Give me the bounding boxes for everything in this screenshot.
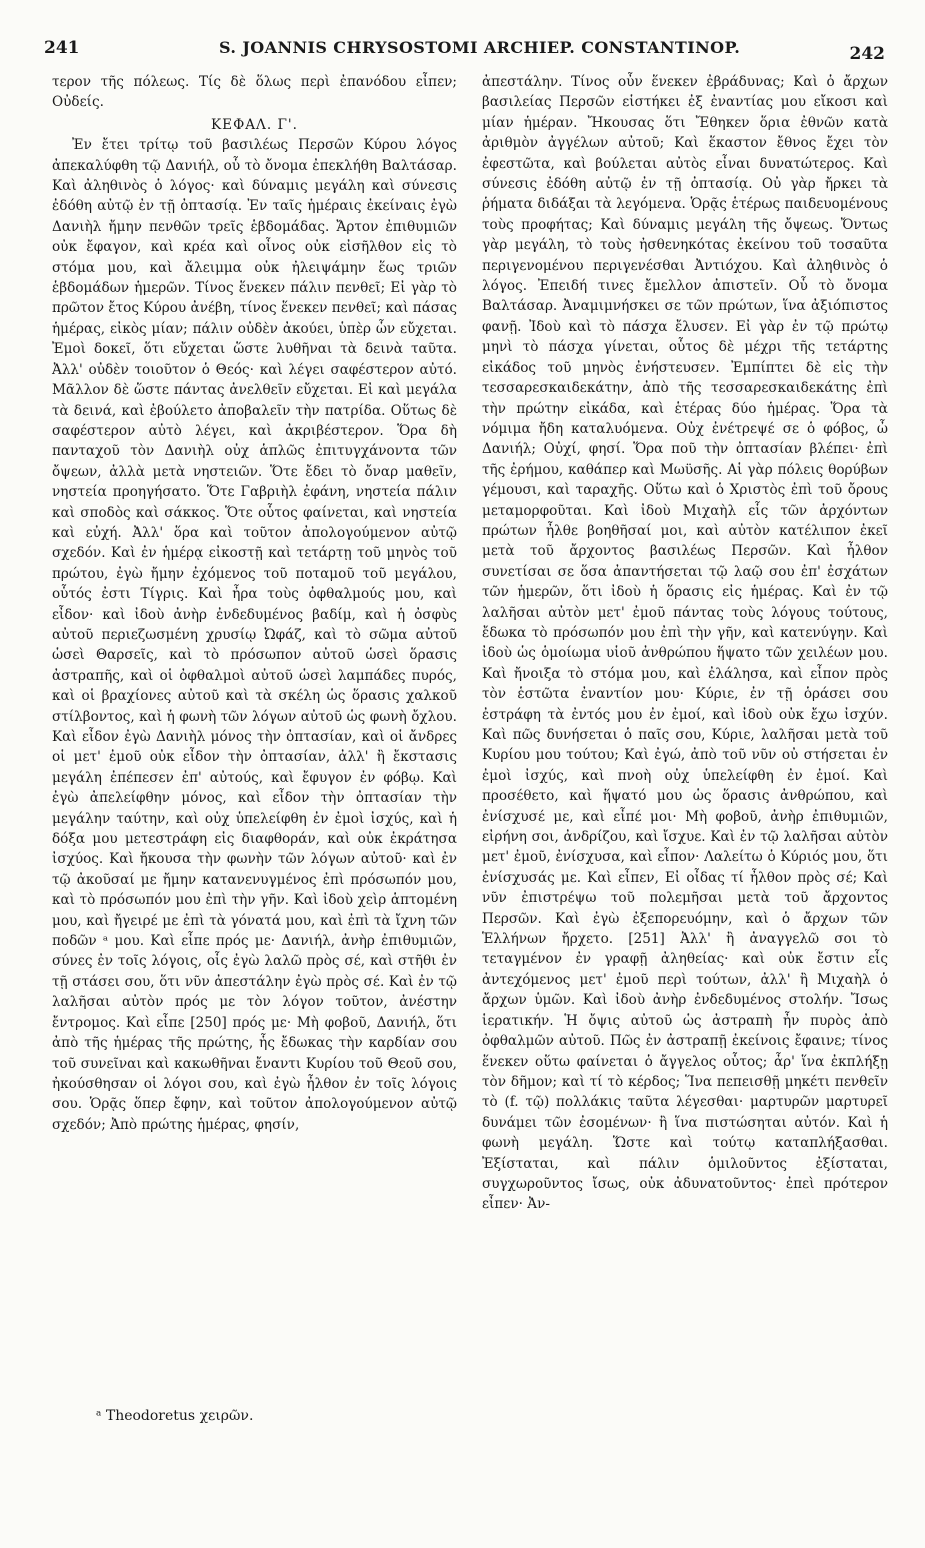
left-column <box>52 72 457 1135</box>
footnote: ᵃ Theodoretus χειρῶν. <box>96 1408 254 1424</box>
page-number-right: 242 <box>849 44 885 64</box>
left-column-opening: τερον τῆς πόλεως. Τίς δὲ ὅλως περὶ ἐπανόδου εἶπεν; Οὐδείς. <box>52 74 457 111</box>
left-column-body: Ἐν ἔτει τρίτῳ τοῦ βασιλέως Περσῶν Κύρου λόγος ἀπεκαλύφθη τῷ Δανιήλ, οὗ τὸ ὄνομα ἐπεκλήθη Βαλτάσαρ. Καὶ ἀληθινὸς ὁ λόγος· καὶ δύναμις μεγάλη καὶ σύνεσις ἐδόθη αὐτῷ ἐν τῇ ὀπτασίᾳ. Ἐν ταῖς ἡμέραις ἐκείναις ἐγὼ Δανιὴλ ἤμην πενθῶν τρεῖς ἑβδομάδας. Ἄρτον ἐπιθυμιῶν οὐκ ἔφαγον, καὶ κρέα καὶ οἶνος οὐκ εἰσῆλθον εἰς τὸ στόμα μου, καὶ ἄλειμμα οὐκ ἠλειψάμην ἕως τριῶν ἑβδομάδων ἡμερῶν. Τίνος ἕνεκεν πάλιν πενθεῖ; Εἰ γὰρ τὸ πρῶτον ἔτος Κύρου ἀνέβη, τίνος ἕνεκεν πενθεῖ; καὶ πάσας ἡμέρας, εἰκὸς μίαν; πάλιν οὐδὲν ἀκούει, ὑπὲρ ὧν εὔχεται. Ἐμοὶ δοκεῖ, ὅτι εὔχεται ὥστε λυθῆναι τὰ δεινὰ ταῦτα. Ἀλλ' οὐδὲν τοιοῦτον ὁ Θεός· καὶ λέγει σαφέστερον αὐτό. Μᾶλλον δὲ ὥστε πάντας ἀνελθεῖν εὔχεται. Εἰ καὶ μεγάλα τὰ δεινά, καὶ ἐβούλετο ἀποβαλεῖν τὴν πατρίδα. Οὕτως δὲ σαφέστερον αὐτὸ λέγει, καὶ ἀκριβέστερον. Ὅρα δὴ πανταχοῦ τὸν Δανιὴλ οὐχ ἁπλῶς ἐπιτυγχάνοντα τῶν ὄψεων, ἀλλὰ μετὰ νηστειῶν. Ὅτε ἔδει τὸ ὄναρ μαθεῖν, νηστεία προηγήσατο. Ὅτε Γαβριὴλ ἐφάνη, νηστεία πάλιν καὶ σποδὸς καὶ σάκκος. Ὅτε οὗτος φαίνεται, καὶ νηστεία καὶ εὐχή. Ἀλλ' ὅρα καὶ τοῦτον ἀπολογούμενον αὐτῷ σχεδόν. Καὶ ἐν ἡμέρᾳ εἰκοστῇ καὶ τετάρτῃ τοῦ μηνὸς τοῦ πρώτου, ἐγὼ ἤμην ἐχόμενος τοῦ ποταμοῦ τοῦ μεγάλου, οὗτός ἐστι Τίγρις. Καὶ ἦρα τοὺς ὀφθαλμούς μου, καὶ εἶδον· καὶ ἰδοὺ ἀνὴρ ἐνδεδυμένος βαδίμ, καὶ ἡ ὀσφὺς αὐτοῦ περιεζωσμένη χρυσίῳ Ὠφάζ, καὶ τὸ σῶμα αὐτοῦ ὡσεὶ Θαρσεῖς, καὶ τὸ πρόσωπον αὐτοῦ ὡσεὶ ὅρασις ἀστραπῆς, καὶ οἱ ὀφθαλμοὶ αὐτοῦ ὡσεὶ λαμπάδες πυρός, καὶ οἱ βραχίονες αὐτοῦ καὶ τὰ σκέλη ὡς ὅρασις χαλκοῦ στίλβοντος, καὶ ἡ φωνὴ τῶν λόγων αὐτοῦ ὡς φωνὴ ὄχλου. Καὶ εἶδον ἐγὼ Δανιὴλ μόνος τὴν ὀπτασίαν, καὶ οἱ ἄνδρες οἱ μετ' ἐμοῦ οὐκ εἶδον τὴν ὀπτασίαν, ἀλλ' ἢ ἔκστασις μεγάλη ἐπέπεσεν ἐπ' αὐτούς, καὶ ἔφυγον ἐν φόβῳ. Καὶ ἐγὼ ἀπελείφθην μόνος, καὶ εἶδον τὴν ὀπτασίαν τὴν μεγάλην ταύτην, καὶ οὐχ ὑπελείφθη ἐν ἐμοὶ ἰσχύς, καὶ ἡ δόξα μου μετεστράφη εἰς διαφθοράν, καὶ οὐκ ἐκράτησα ἰσχύος. Καὶ ἤκουσα τὴν φωνὴν τῶν λόγων αὐτοῦ· καὶ ἐν τῷ ἀκοῦσαί με ἤμην κατανενυγμένος ἐπὶ πρόσωπόν μου, καὶ τὸ πρόσωπόν μου ἐπὶ τὴν γῆν. Καὶ ἰδοὺ χεὶρ ἁπτομένη μου, καὶ ἤγειρέ με ἐπὶ τὰ γόνατά μου, καὶ ἐπὶ τὰ ἴχνη τῶν ποδῶν ᵃ μου. Καὶ εἶπε πρός με· Δανιήλ, ἀνὴρ ἐπιθυμιῶν, σύνες ἐν τοῖς λόγοις, οἷς ἐγὼ λαλῶ πρὸς σέ, καὶ στῆθι ἐν τῇ στάσει σου, ὅτι νῦν ἀπεστάλην ἐγὼ πρὸς σέ. Καὶ ἐν τῷ λαλῆσαι αὐτὸν πρός με τὸν λόγον τοῦτον, ἀνέστην ἔντρομος. Καὶ εἶπε [250] πρός με· Μὴ φοβοῦ, Δανιήλ, ὅτι ἀπὸ τῆς ἡμέρας τῆς πρώτης, ἧς ἔδωκας τὴν καρδίαν σου τοῦ συνεῖναι καὶ κακωθῆναι ἔναντι Κυρίου τοῦ Θεοῦ σου, ἠκούσθησαν οἱ λόγοι σου, καὶ ἐγὼ ἦλθον ἐν τοῖς λόγοις σου. Ὁρᾷς ὅπερ ἔφην, καὶ τοῦτον ἀπολογούμενον αὐτῷ σχεδόν; Ἀπὸ πρώτης ἡμέρας, φησίν, <box>52 137 457 1133</box>
page-header <box>44 38 885 68</box>
running-title: S. JOANNIS CHRYSOSTOMI ARCHIEP. CONSTANTINOP. <box>219 38 741 57</box>
chapter-heading: ΚΕΦΑΛ. Γ'. <box>211 116 298 133</box>
right-column <box>482 72 888 1215</box>
page-number-left: 241 <box>44 38 80 58</box>
right-column-body: ἀπεστάλην. Τίνος οὖν ἕνεκεν ἐβράδυνας; Καὶ ὁ ἄρχων βασιλείας Περσῶν εἱστήκει ἐξ ἐναντίας μου εἴκοσι καὶ μίαν ἡμέραν. Ἤκουσας ὅτι Ἔθηκεν ὅρια ἐθνῶν κατὰ ἀριθμὸν ἀγγέλων αὐτοῦ; Καὶ ἕκαστον ἔθνος ἔχει τὸν ἐφεστῶτα, καὶ βούλεται αὐτὸς εἶναι δυνατώτερος. Καὶ σύνεσις ἐδόθη αὐτῷ ἐν τῇ ὀπτασίᾳ. Οὐ γὰρ ἤρκει τὰ ῥήματα διδάξαι τὰ λεγόμενα. Ὁρᾷς ἑτέρως παιδευομένους τοὺς προφήτας; Καὶ δύναμις μεγάλη τῆς ὄψεως. Ὄντως γὰρ μεγάλη, τὸ τοὺς ἠσθενηκότας ἐκείνου τοῦ τοσαῦτα περιγενομένου περιγενέσθαι Ἀντιόχου. Καὶ ἀληθινὸς ὁ λόγος. Ἐπειδή τινες ἔμελλον ἀπιστεῖν. Οὗ τὸ ὄνομα Βαλτάσαρ. Ἀναμιμνήσκει σε τῶν πρώτων, ἵνα ἀξιόπιστος φανῇ. Ἰδοὺ καὶ τὸ πάσχα ἔλυσεν. Εἰ γὰρ ἐν τῷ πρώτῳ μηνὶ τὸ πάσχα γίνεται, οὗτος δὲ μέχρι τῆς τετάρτης εἰκάδος τοῦ μηνὸς ἐνήστευσεν. Ἐμπίπτει δὲ εἰς τὴν τεσσαρεσκαιδεκάτην, ἀπὸ τῆς τεσσαρεσκαιδεκάτης ἐπὶ τὴν πρώτην εἰκάδα, καὶ ἑτέρας δύο ἡμέρας. Ὅρα τὰ νόμιμα ἤδη καταλυόμενα. Οὐχ ἐνέτρεψέ σε ὁ φόβος, ὦ Δανιήλ; Οὐχί, φησί. Ὅρα ποῦ τὴν ὀπτασίαν βλέπει· ἐπὶ τῆς ἐρήμου, καθάπερ καὶ Μωϋσῆς. Αἱ γὰρ πόλεις θορύβων γέμουσι, καὶ ταραχῆς. Οὕτω καὶ ὁ Χριστὸς ἐπὶ τοῦ ὄρους μεταμορφοῦται. Καὶ ἰδοὺ Μιχαὴλ εἷς τῶν ἀρχόντων πρώτων ἦλθε βοηθῆσαί μοι, καὶ αὐτὸν κατέλιπον ἐκεῖ μετὰ τοῦ ἄρχοντος βασιλέως Περσῶν. Καὶ ἦλθον συνετίσαι σε ὅσα ἀπαντήσεται τῷ λαῷ σου ἐπ' ἐσχάτων τῶν ἡμερῶν, ὅτι ἰδοὺ ἡ ὅρασις εἰς ἡμέρας. Καὶ ἐν τῷ λαλῆσαι αὐτὸν μετ' ἐμοῦ πάντας τοὺς λόγους τούτους, ἔδωκα τὸ πρόσωπόν μου ἐπὶ τὴν γῆν, καὶ κατενύγην. Καὶ ἰδοὺ ὡς ὁμοίωμα υἱοῦ ἀνθρώπου ἥψατο τῶν χειλέων μου. Καὶ ἤνοιξα τὸ στόμα μου, καὶ ἐλάλησα, καὶ εἶπον πρὸς τὸν ἑστῶτα ἐναντίον μου· Κύριε, ἐν τῇ ὁράσει σου ἐστράφη τὰ ἐντός μου ἐν ἐμοί, καὶ ἰδοὺ οὐκ ἔχω ἰσχύν. Καὶ πῶς δυνήσεται ὁ παῖς σου, Κύριε, λαλῆσαι μετὰ τοῦ Κυρίου μου τούτου; Καὶ ἐγώ, ἀπὸ τοῦ νῦν οὐ στήσεται ἐν ἐμοὶ ἰσχύς, καὶ πνοὴ οὐχ ὑπελείφθη ἐν ἐμοί. Καὶ προσέθετο, καὶ ἥψατό μου ὡς ὅρασις ἀνθρώπου, καὶ ἐνίσχυσέ με, καὶ εἶπέ μοι· Μὴ φοβοῦ, ἀνὴρ ἐπιθυμιῶν, εἰρήνη σοι, ἀνδρίζου, καὶ ἴσχυε. Καὶ ἐν τῷ λαλῆσαι αὐτὸν μετ' ἐμοῦ, ἐνίσχυσα, καὶ εἶπον· Λαλείτω ὁ Κύριός μου, ὅτι ἐνίσχυσάς με. Καὶ εἶπεν, Εἰ οἶδας τί ἦλθον πρὸς σέ; Καὶ νῦν ἐπιστρέψω τοῦ πολεμῆσαι μετὰ τοῦ ἄρχοντος Περσῶν. Καὶ ἐγὼ ἐξεπορευόμην, καὶ ὁ ἄρχων τῶν Ἑλλήνων ἤρχετο. [251] Ἀλλ' ἢ ἀναγγελῶ σοι τὸ τεταγμένον ἐν γραφῇ ἀληθείας· καὶ οὐκ ἔστιν εἷς ἀντεχόμενος μετ' ἐμοῦ περὶ τούτων, ἀλλ' ἢ Μιχαὴλ ὁ ἄρχων ὑμῶν. Καὶ ἰδοὺ ἀνὴρ ἐνδεδυμένος στολήν. Ἴσως ἱερατικήν. Ἡ ὄψις αὐτοῦ ὡς ἀστραπὴ ἦν πυρὸς ἀπὸ ὀφθαλμῶν αὐτοῦ. Πῶς ἐν ἀστραπῇ ἐκείνοις ἔφαινε; τίνος ἕνεκεν οὕτω φαίνεται ὁ ἄγγελος οὗτος; ἆρ' ἵνα ἐκπλήξῃ τὸν δῆμον; καὶ τί τὸ κέρδος; Ἵνα πεπεισθῇ μηκέτι πενθεῖν τὸ (f. τῷ) πολλάκις ταῦτα λέγεσθαι· μαρτυρῶν μαρτυρεῖ δυνάμει τῶν ἐσομένων· ἢ ἵνα πιστώσηται αὐτόν. Καὶ ἡ φωνὴ μεγάλη. Ὥστε καὶ τούτῳ καταπλήξασθαι. Ἐξίσταται, καὶ πάλιν ὁμιλοῦντος ἐξίσταται, συγχωροῦντος ἴσως, οὐκ ἀδυνατοῦντος· ἐπεὶ πρότερον εἶπεν· Ἀν- <box>482 74 888 1213</box>
